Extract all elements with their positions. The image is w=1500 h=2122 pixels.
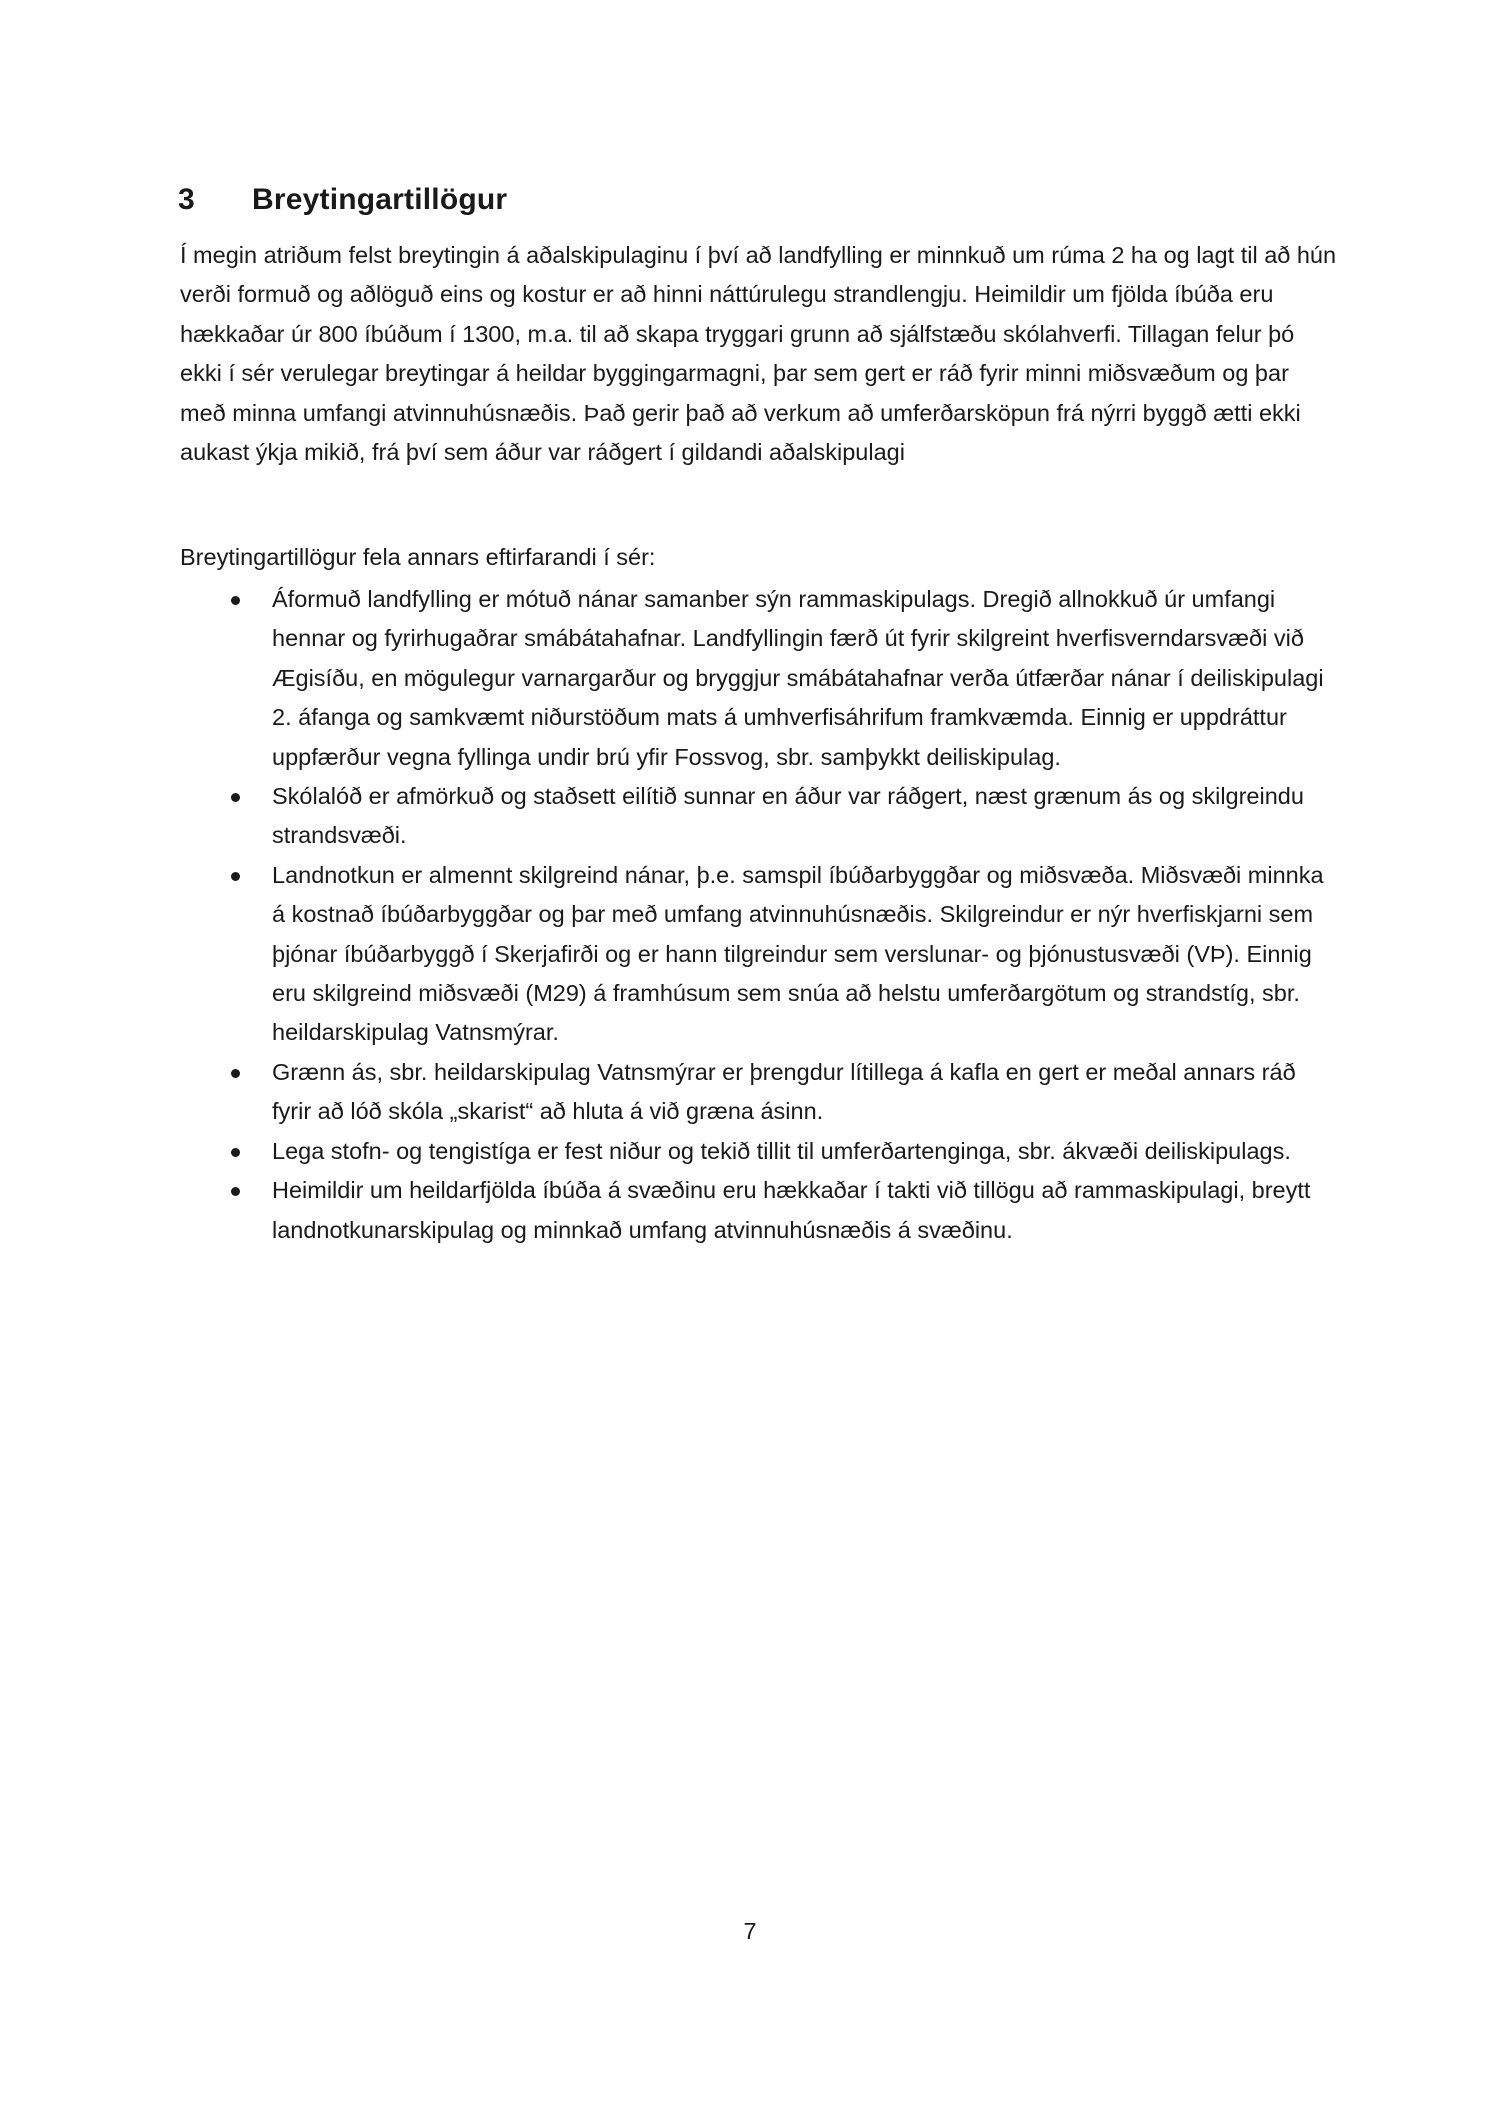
- list-item: [180, 856, 1340, 1053]
- bullet-icon: [231, 872, 240, 881]
- bullet-icon: [231, 1069, 240, 1078]
- bullet-icon: [231, 596, 240, 605]
- page-number: 7: [743, 1918, 757, 1944]
- list-item-text: Lega stofn- og tengistíga er fest niður og tekið tillit til umferðartenginga, sbr. ákvæði deiliskipulags.: [272, 1137, 1291, 1164]
- bullet-icon: [231, 793, 240, 802]
- bullet-icon: [231, 1187, 240, 1196]
- section-heading: [178, 178, 1338, 222]
- section-number: 3: [178, 183, 195, 216]
- list-item-text: Skólalóð er afmörkuð og staðsett eilítið sunnar en áður var ráðgert, næst grænum ás og skilgreindu strandsvæði.: [272, 783, 1304, 849]
- list-item-text: Landnotkun er almennt skilgreind nánar, þ.e. samspil íbúðarbyggðar og miðsvæða. Miðsvæði minnka á kostnað íbúðarbyggðar og þar með umfang atvinnuhúsnæðis. Skilgreindur er nýr hverfiskjarni sem þjónar íbúðarbyggð í Skerjafirði og er hann tilgreindur sem verslunar- og þjónustusvæði (VÞ). Einnig eru skilgreind miðsvæði (M29) á framhúsum sem snúa að helstu umferðargötum og strandstíg, sbr. heildarskipulag Vatnsmýrar.: [272, 861, 1324, 1046]
- list-intro: Breytingartillögur fela annars eftirfarandi í sér:: [180, 544, 656, 570]
- list-item: [180, 1132, 1340, 1171]
- list-item: [180, 580, 1340, 777]
- list-item: [180, 777, 1340, 856]
- section-title: Breytingartillögur: [252, 183, 508, 216]
- list-item-text: Grænn ás, sbr. heildarskipulag Vatnsmýrar er þrengdur lítillega á kafla en gert er meðal annars ráð fyrir að lóð skóla „skarist“ að hluta á við græna ásinn.: [272, 1058, 1296, 1125]
- bullet-list: [180, 580, 1340, 1250]
- list-item-text: Áformuð landfylling er mótuð nánar samanber sýn rammaskipulags. Dregið allnokkuð úr umfangi hennar og fyrirhugaðrar smábátahafnar. Landfyllingin færð út fyrir skilgreint hverfisverndarsvæði við Ægisíðu, en mögulegur varnargarður og bryggjur smábátahafnar verða útfærðar nánar í deiliskipulagi 2. áfanga og samkvæmt niðurstöðum mats á umhverfisáhrifum framkvæmda. Einnig er uppdráttur uppfærður vegna fyllinga undir brú yfir Fossvog, sbr. samþykkt deiliskipulag.: [272, 586, 1324, 770]
- list-item: [180, 1171, 1340, 1250]
- bullet-icon: [231, 1148, 240, 1157]
- intro-paragraph: Í megin atriðum felst breytingin á aðalskipulaginu í því að landfylling er minnkuð um rúma 2 ha og lagt til að hún verði formuð og aðlöguð eins og kostur er að hinni náttúrulegu strandlengju. Heimildir um fjölda íbúða eru hækkaðar úr 800 íbúðum í 1300, m.a. til að skapa tryggari grunn að sjálfstæðu skólahverfi. Tillagan felur þó ekki í sér verulegar breytingar á heildar byggingarmagni, þar sem gert er ráð fyrir minni miðsvæðum og þar með minna umfangi atvinnuhúsnæðis. Það gerir það að verkum að umferðarsköpun frá nýrri byggð ætti ekki aukast ýkja mikið, frá því sem áður var ráðgert í gildandi aðalskipulagi: [180, 242, 1337, 466]
- list-item: [180, 1053, 1340, 1132]
- list-item-text: Heimildir um heildarfjölda íbúða á svæðinu eru hækkaðar í takti við tillögu að rammaskipulagi, breytt landnotkunarskipulag og minnkað umfang atvinnuhúsnæðis á svæðinu.: [272, 1177, 1311, 1243]
